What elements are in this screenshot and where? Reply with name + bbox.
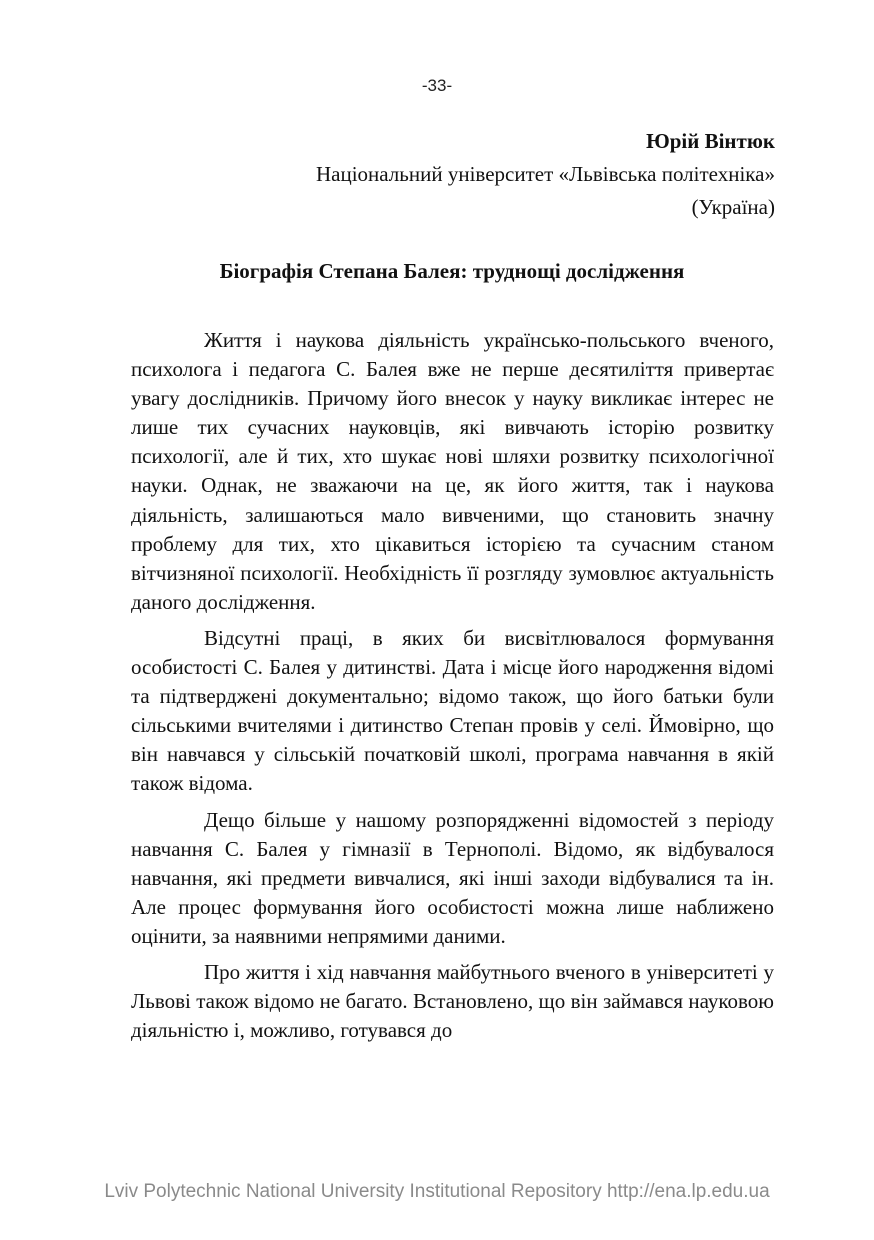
article-body: [131, 326, 774, 1052]
page-number: -33-: [421, 76, 453, 95]
repository-footer: Lviv Polytechnic National University Institutional Repository http://ena.lp.edu.ua: [104, 1181, 770, 1202]
article-title: Біографія Степана Балея: труднощі дослідження: [219, 259, 685, 283]
paragraph: Про життя і хід навчання майбутнього вченого в університеті у Львові також відомо не багато. Встановлено, що він займався науковою діяльністю і, можливо, готувався до: [131, 959, 774, 1043]
author-name: Юрій Вінтюк: [646, 129, 775, 153]
paragraph: Дещо більше у нашому розпорядженні відомостей з періоду навчання С. Балея у гімназії в Тернополі. Відомо, як відбувалося навчання, які предмети вивчалися, які інші заходи відбувалися та ін. Але процес формування його особистості можна лише наближено оцінити, за наявними непрямими даними.: [131, 807, 774, 948]
author-country: (Україна): [691, 195, 775, 219]
author-affiliation: Національний університет «Львівська політехніка»: [316, 162, 775, 186]
paragraph: Життя і наукова діяльність українсько-польського вченого, психолога і педагога С. Балея вже не перше десятиліття привертає увагу дослідників. Причому його внесок у науку викликає інтерес не лише тих сучасних науковців, які вивчають історію розвитку психології, але й тих, хто шукає нові шляхи розвитку психологічної науки. Однак, не зважаючи на це, як його життя, так і наукова діяльність, залишаються мало вивченими, що становить значну проблему для тих, хто цікавиться історією та сучасним станом вітчизняної психології. Необхідність її розгляду зумовлює актуальність даного дослідження.: [131, 328, 774, 614]
paragraph: Відсутні праці, в яких би висвітлювалося формування особистості С. Балея у дитинстві. Дата і місце його народження відомі та підтверджені документально; відомо також, що його батьки були сільськими вчителями і дитинство Степан провів у селі. Ймовірно, що він навчався у сільській початковій школі, програма навчання в якій також відома.: [131, 625, 774, 796]
author-block: [316, 125, 775, 224]
